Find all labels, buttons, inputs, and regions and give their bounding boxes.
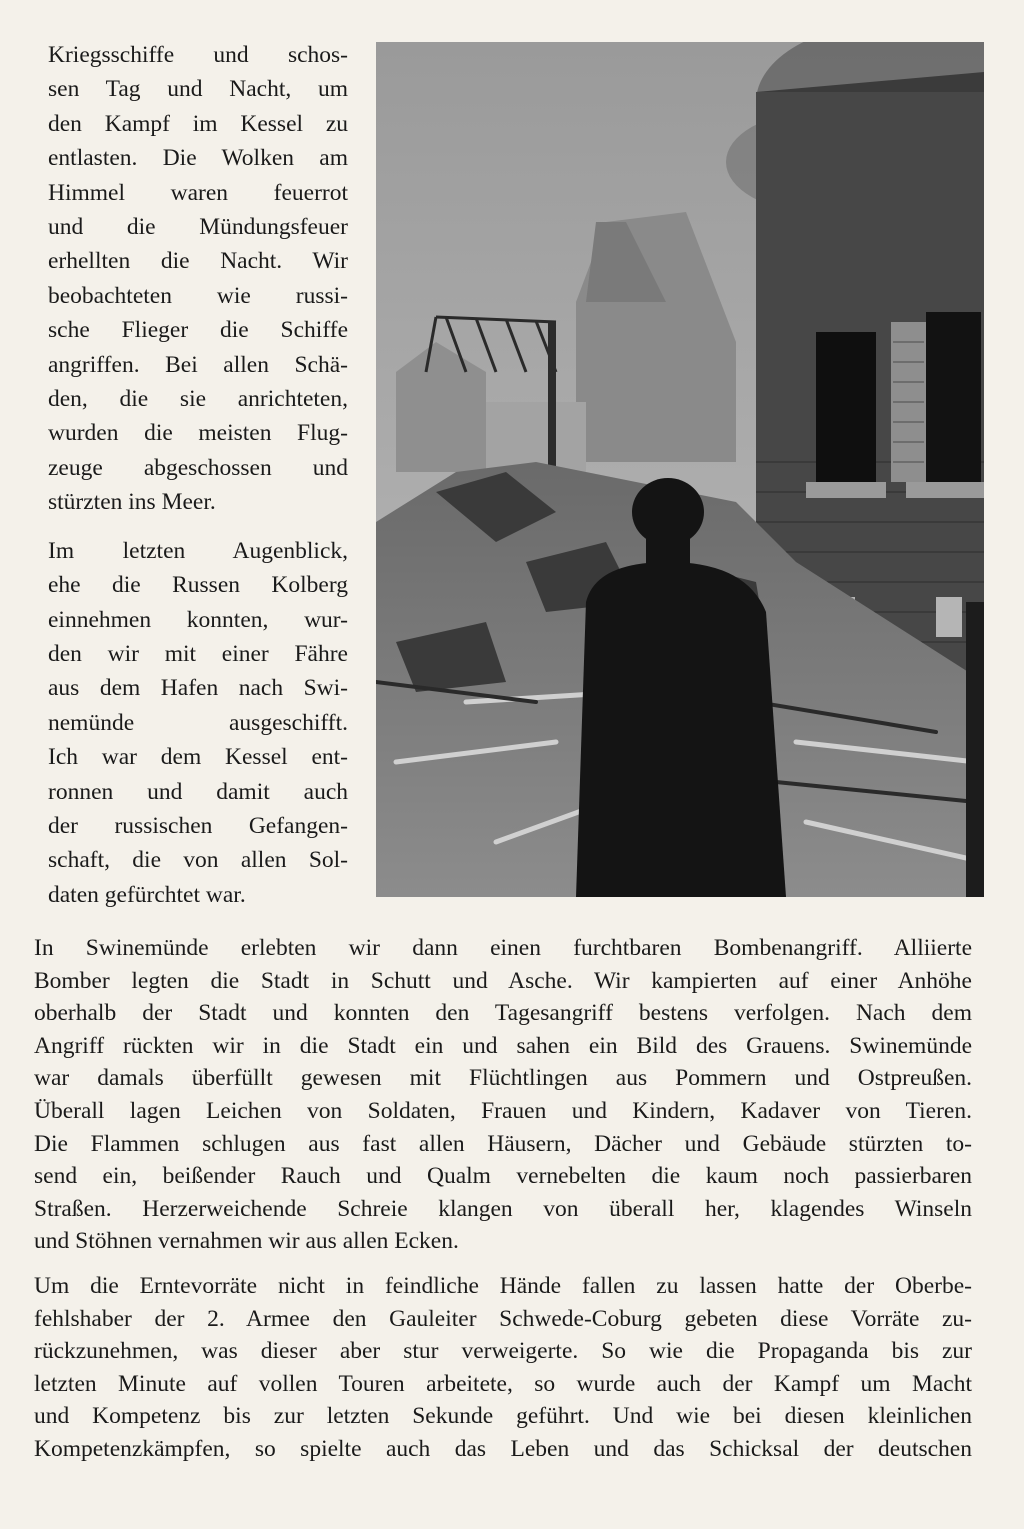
left-text-column	[48, 38, 348, 912]
text-line: entlasten. Die Wolken am	[48, 145, 348, 172]
text-line: angriffen. Bei allen Schä-	[48, 351, 348, 378]
text-line: Bomber legten die Stadt in Schutt und Asche. Wir kampierten auf einer Anhöhe	[34, 967, 972, 994]
text-line: Überall lagen Leichen von Soldaten, Frauen und Kindern, Kadaver von Tieren.	[34, 1097, 972, 1124]
text-line: In Swinemünde erlebten wir dann einen furchtbaren Bombenangriff. Alliierte	[34, 935, 972, 961]
text-line: aus dem Hafen nach Swi-	[48, 675, 348, 702]
text-line: nemünde ausgeschifft.	[48, 709, 348, 736]
text-line: war damals überfüllt gewesen mit Flüchtlingen aus Pommern und Ostpreußen.	[34, 1065, 972, 1092]
text-line: send ein, beißender Rauch und Qualm vernebelten die kaum noch passierbaren	[34, 1163, 972, 1190]
text-line: der russischen Gefangen-	[48, 812, 348, 839]
text-line: Die Flammen schlugen aus fast allen Häusern, Dächer und Gebäude stürzten to-	[34, 1130, 972, 1157]
text-line: fehlshaber der 2. Armee den Gauleiter Schwede-Coburg gebeten diese Vorräte zu-	[34, 1305, 972, 1332]
full-paragraph-1	[34, 932, 972, 1258]
text-line: daten gefürchtet war.	[48, 881, 246, 908]
text-line: Im letzten Augenblick,	[48, 537, 348, 564]
war-ruins-photo	[376, 42, 984, 897]
full-paragraph-2	[34, 1270, 972, 1466]
text-line: Straßen. Herzerweichende Schreie klangen von überall her, klagendes Winseln	[34, 1195, 972, 1222]
text-line: einnehmen konnten, wur-	[48, 606, 348, 633]
full-width-text	[34, 932, 972, 1466]
text-line: ronnen und damit auch	[48, 778, 348, 805]
left-paragraph-2	[48, 534, 348, 912]
text-line: und Kompetenz bis zur letzten Sekunde geführt. Und wie bei diesen kleinlichen	[34, 1403, 972, 1430]
text-line: schaft, die von allen Sol-	[48, 847, 348, 874]
war-ruins-photo-icon	[376, 42, 984, 897]
text-line: zeuge abgeschossen und	[48, 454, 348, 481]
text-line: den Kampf im Kessel zu	[48, 110, 348, 137]
text-line: den, die sie anrichteten,	[48, 386, 348, 413]
text-line: sche Flieger die Schiffe	[48, 317, 348, 344]
text-line: Kriegsschiffe und schos-	[48, 42, 348, 68]
text-line: oberhalb der Stadt und konnten den Tagesangriff bestens verfolgen. Nach dem	[34, 1000, 972, 1027]
text-line: rückzunehmen, was dieser aber stur verweigerte. So wie die Propaganda bis zur	[34, 1338, 972, 1365]
text-line: Ich war dem Kessel ent-	[48, 744, 348, 771]
text-line: Himmel waren feuerrot	[48, 179, 348, 206]
text-line: erhellten die Nacht. Wir	[48, 248, 348, 275]
text-line: und Stöhnen vernahmen wir aus allen Ecken.	[34, 1228, 459, 1255]
text-line: ehe die Russen Kolberg	[48, 572, 348, 599]
text-line: Kompetenzkämpfen, so spielte auch das Leben und das Schicksal der deutschen	[34, 1435, 972, 1462]
text-line: Angriff rückten wir in die Stadt ein und sahen ein Bild des Grauens. Swinemünde	[34, 1032, 972, 1059]
left-paragraph-1	[48, 38, 348, 520]
text-line: letzten Minute auf vollen Touren arbeitete, so wurde auch der Kampf um Macht	[34, 1370, 972, 1397]
text-line: den wir mit einer Fähre	[48, 640, 348, 667]
text-line: beobachteten wie russi-	[48, 282, 348, 309]
text-line: sen Tag und Nacht, um	[48, 76, 348, 103]
text-line: und die Mündungsfeuer	[48, 214, 348, 241]
text-line: wurden die meisten Flug-	[48, 420, 348, 447]
text-line: Um die Erntevorräte nicht in feindliche Hände fallen zu lassen hatte der Oberbe-	[34, 1272, 972, 1299]
text-line: stürzten ins Meer.	[48, 489, 216, 516]
